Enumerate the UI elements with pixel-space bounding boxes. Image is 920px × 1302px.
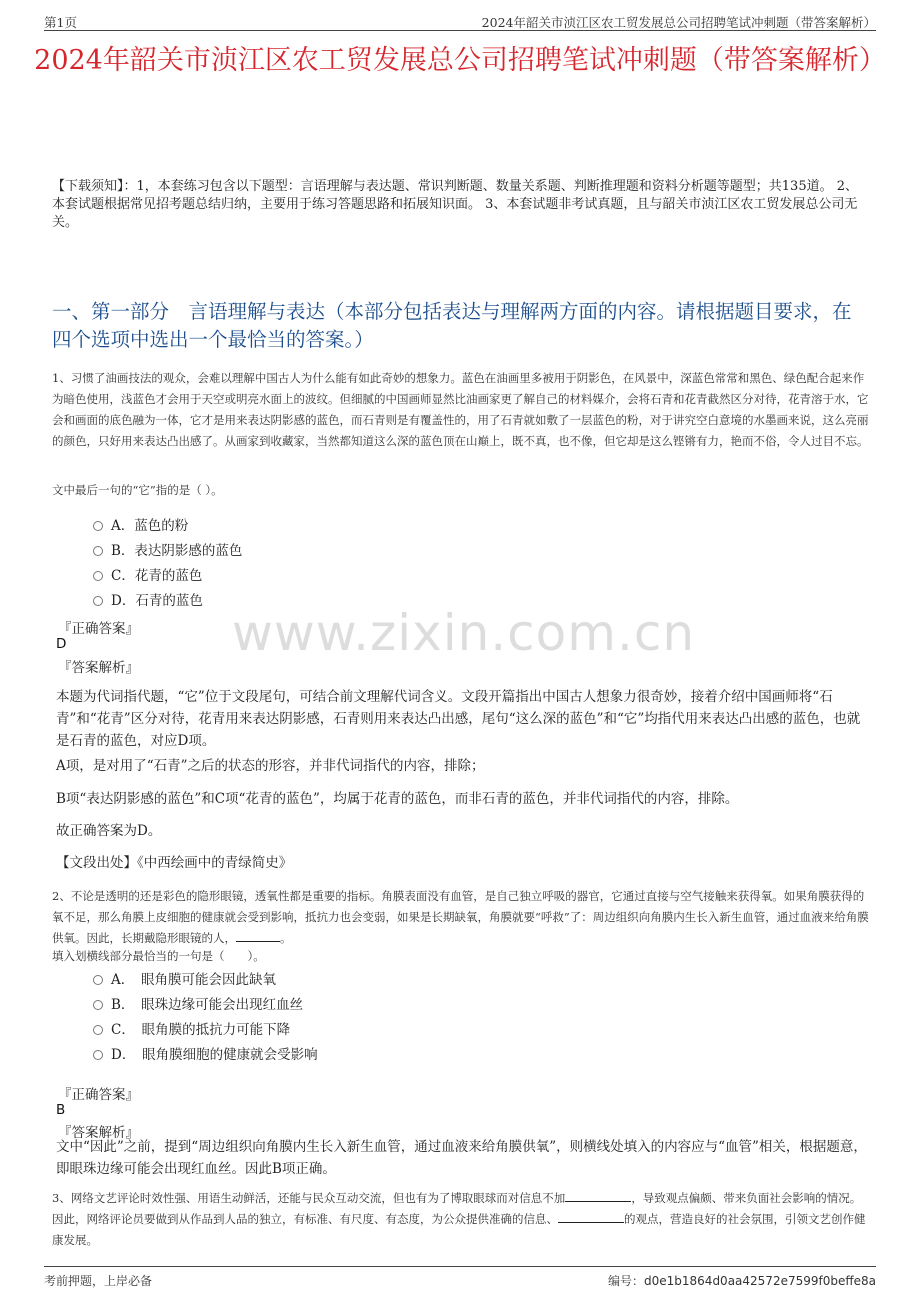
q1-option-a[interactable]: A．蓝色的粉 <box>93 514 188 534</box>
page-footer <box>44 1266 876 1289</box>
radio-icon[interactable] <box>93 1000 103 1010</box>
q1-analysis-a: A项，是对用了“石青”之后的状态的形容，并非代词指代的内容，排除； <box>56 758 485 774</box>
section-title: 一、第一部分 言语理解与表达（本部分包括表达与理解两方面的内容。请根据题目要求，在四个选项中选出一个最恰当的答案。） <box>52 300 852 351</box>
q1-analysis-label: 『答案解析』 <box>58 660 139 676</box>
radio-icon[interactable] <box>93 546 103 556</box>
radio-icon[interactable] <box>93 571 103 581</box>
q1-option-b[interactable]: B．表达阴影感的蓝色 <box>93 539 242 559</box>
q3-stem: 3、网络文艺评论时效性强、用语生动鲜活，还能与民众互动交流，但也有为了博取眼球而对信息不加 ，导致观点偏颇、带来负面社会影响的情况。因此，网络评论员要做到从作品到人品的独立，有标准、有尺度、有态度，为公众提供准确的信息、 的观点，营造良好的社会氛围，引领文艺创作健康发展。 <box>52 1191 866 1247</box>
download-notice: 【下载须知】：1，本套练习包含以下题型：言语理解与表达题、常识判断题、数量关系题、判断推理题和资料分析题等题型；共135道。 2、本套试题根据常见招考题总结归纳，主要用于练习答题思路和拓展知识面。 3、本套试题非考试真题，且与韶关市浈江区农工贸发展总公司无关。 <box>52 179 858 230</box>
q2-option-a[interactable]: A． 眼角膜可能会因此缺氧 <box>93 968 276 988</box>
page-number: 第1页 <box>44 15 77 30</box>
q2-option-b[interactable]: B． 眼珠边缘可能会出现红血丝 <box>93 993 303 1013</box>
fill-blank <box>558 1210 624 1223</box>
fill-blank <box>565 1189 631 1202</box>
q1-analysis-conclusion: 故正确答案为D。 <box>56 823 162 839</box>
q2-stem: 2、不论是透明的还是彩色的隐形眼镜，透氧性都是重要的指标。角膜表面没有血管，是自己独立呼吸的器官，它通过直接与空气接触来获得氧。如果角膜获得的氧不足，那么角膜上皮细胞的健康就会受到影响，抵抗力也会变弱，如果是长期缺氧，角膜就要“呼救”了：周边组织向角膜内生长入新生血管，通过血液来给角膜供氧。因此，长期戴隐形眼镜的人， 。 <box>52 889 869 945</box>
q1-stem: 1、习惯了油画技法的观众，会难以理解中国古人为什么能有如此奇妙的想象力。蓝色在油画里多被用于阴影色，在风景中，深蓝色常常和黑色、绿色配合起来作为暗色使用，浅蓝色才会用于天空或明亮水面上的波纹。但细腻的中国画师显然比油画家更了解自己的材料媒介，会将石青和花青截然区分对待，花青溶于水，它会和画面的底色融为一体，它才是用来表达阴影感的蓝色，而石青则是有覆盖性的，用了石青就如敷了一层蓝色的粉，对于讲究空白意境的水墨画来说，这么亮丽的颜色，只好用来表达凸出感了。从画家到收藏家，当然都知道这么深的蓝色顶在山巅上，既不真，也不像，但它却是这么铿锵有力，艳而不俗，令人过目不忘。 <box>52 371 869 448</box>
q1-option-c[interactable]: C．花青的蓝色 <box>93 564 202 584</box>
document-id: 编号：d0e1b1864d0aa42572e7599f0beffe8a <box>608 1274 876 1288</box>
watermark: www.zixin.com.cn <box>232 604 696 662</box>
q1-correct-label: 『正确答案』 <box>58 621 139 637</box>
q2-analysis-label: 『答案解析』 <box>58 1125 139 1141</box>
q1-question: 文中最后一句的“它”指的是（ ）。 <box>52 483 223 497</box>
q1-analysis-bc: B项“表达阴影感的蓝色”和C项“花青的蓝色”，均属于花青的蓝色，而非石青的蓝色，并非代词指代的内容，排除。 <box>56 791 739 807</box>
q2-option-c[interactable]: C． 眼角膜的抵抗力可能下降 <box>93 1018 290 1038</box>
radio-icon[interactable] <box>93 975 103 985</box>
q2-correct-label: 『正确答案』 <box>58 1087 139 1103</box>
radio-icon[interactable] <box>93 1025 103 1035</box>
page-header <box>44 10 876 31</box>
q2-question: 填入划横线部分最恰当的一句是（ ）。 <box>52 949 265 963</box>
radio-icon[interactable] <box>93 521 103 531</box>
q1-analysis-main: 本题为代词指代题，“它”位于文段尾句，可结合前文理解代词含义。文段开篇指出中国古人想象力很奇妙，接着介绍中国画师将“石青”和“花青”区分对待，花青用来表达阴影感，石青则用来表达凸出感，尾句“这么深的蓝色”和“它”均指代用来表达凸出感的蓝色，也就是石青的蓝色，对应D项。 <box>56 689 861 749</box>
fill-blank <box>236 929 280 942</box>
radio-icon[interactable] <box>93 596 103 606</box>
q2-analysis: 文中“因此”之前，提到“周边组织向角膜内生长入新生血管，通过血液来给角膜供氧”，则横线处填入的内容应与“血管”相关，根据题意，即眼珠边缘可能会出现红血丝。因此B项正确。 <box>56 1139 867 1177</box>
q1-correct-answer: D <box>56 636 67 652</box>
q2-option-d[interactable]: D． 眼角膜细胞的健康就会受影响 <box>93 1043 318 1063</box>
q1-option-d[interactable]: D．石青的蓝色 <box>93 589 203 609</box>
q2-correct-answer: B <box>56 1102 66 1118</box>
footer-slogan: 考前押题，上岸必备 <box>44 1274 153 1288</box>
header-doc-title: 2024年韶关市浈江区农工贸发展总公司招聘笔试冲刺题（带答案解析） <box>481 15 876 30</box>
q1-analysis-source: 【文段出处】《中西绘画中的青绿简史》 <box>56 855 293 871</box>
radio-icon[interactable] <box>93 1050 103 1060</box>
document-title: 2024年韶关市浈江区农工贸发展总公司招聘笔试冲刺题（带答案解析） <box>34 45 886 76</box>
